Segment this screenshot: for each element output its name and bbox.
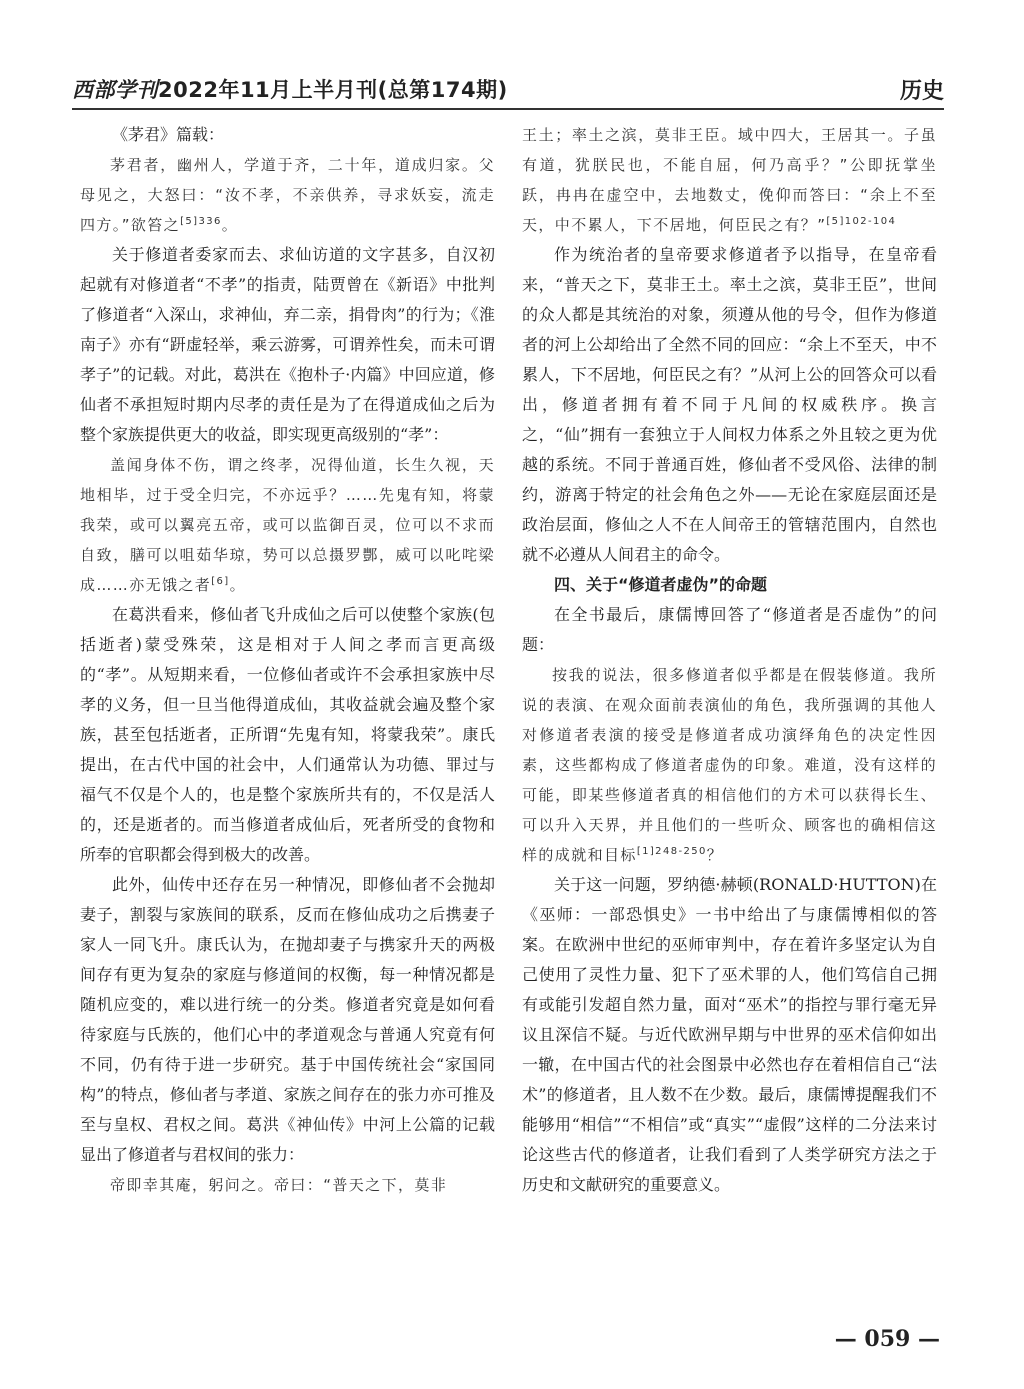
block-quote (522, 120, 937, 240)
paragraph-text: 四、关于“修道者虚伪”的命题 (554, 575, 768, 594)
paragraph (522, 870, 937, 1200)
right-column (522, 120, 937, 1200)
paragraph (522, 240, 937, 570)
paragraph-text: 按我的说法，很多修道者似乎都是在假装修道。我所说的表演、在观众面前表演仙的角色，我所强调的其他人对修道者表演的接受是修道者成功演绎角色的决定性因素，这些都构成了修道者虚伪的印象。难道，没有这样的可能，即某些修道者真的相信他们的方术可以获得长生、可以升入天界，并且他们的一些听众、顾客也的确相信这样的成就和目标 (522, 666, 937, 864)
citation-ref: [6] (211, 576, 230, 587)
section-heading (522, 570, 937, 600)
journal-logo: 西部学刊 (72, 77, 158, 102)
paragraph-text: 茅君者，幽州人，学道于齐，二十年，道成归家。父母见之，大怒曰：“汝不孝，不亲供养，寻求妖妄，流走四方。”欲笞之 (80, 156, 495, 234)
paragraph-text: 此外，仙传中还存在另一种情况，即修仙者不会抛却妻子，割裂与家族间的联系，反而在修仙成功之后携妻子家人一同飞升。康氏认为，在抛却妻子与携家升天的两极间存有更为复杂的家庭与修道间的权衡，每一种情况都是随机应变的，难以进行统一的分类。修道者究竟是如何看待家庭与氏族的，他们心中的孝道观念与普通人究竟有何不同，仍有待于进一步研究。基于中国传统社会“家国同构”的特点，修仙者与孝道、家族之间存在的张力亦可推及至与皇权、君权之间。葛洪《神仙传》中河上公篇的记载显出了修道者与君权间的张力： (80, 875, 495, 1164)
paragraph-tail: 。 (221, 216, 239, 234)
paragraph-text: 在全书最后，康儒博回答了“修道者是否虚伪”的问题： (522, 605, 937, 654)
paragraph (522, 600, 937, 660)
block-quote (80, 1170, 495, 1200)
paragraph-text: 关于修道者委家而去、求仙访道的文字甚多，自汉初起就有对修道者“不孝”的指责，陆贾曾在《新语》中批判了修道者“入深山，求神仙，弃二亲，捐骨肉”的行为；《淮南子》亦有“趼虚轻举，乘云游雾，可谓养性矣，而未可谓孝子”的记载。对此，葛洪在《抱朴子·内篇》中回应道，修仙者不承担短时期内尽孝的责任是为了在得道成仙之后为整个家族提供更大的收益，即实现更高级别的“孝”： (80, 245, 495, 444)
citation-ref: [5]102-104 (826, 216, 897, 227)
paragraph (80, 600, 495, 870)
page-number: — 059 — (834, 1326, 940, 1352)
citation-ref: [1]248-250 (636, 846, 707, 857)
paragraph-text: 盖闻身体不伤，谓之终孝，况得仙道，长生久视，天地相毕，过于受全归完，不亦远乎？……先鬼有知，将蒙我荣，或可以翼亮五帝，或可以监御百灵，位可以不求而自致，膳可以咀茹华琼，势可以总摄罗酆，威可以叱咤梁成……亦无饿之者 (80, 456, 495, 594)
left-column (80, 120, 495, 1200)
paragraph (80, 240, 495, 450)
journal-title (72, 74, 508, 104)
paragraph-text: 《茅君》篇载： (112, 125, 225, 144)
paragraph-text: 作为统治者的皇帝要求修道者予以指导，在皇帝看来，“普天之下，莫非王土。率土之滨，莫非王臣”，世间的众人都是其统治的对象，须遵从他的号令，但作为修道者的河上公却给出了全然不同的回应：“余上不至天，中不累人，下不居地，何臣民之有？”从河上公的回答众可以看出，修道者拥有着不同于凡间的权威秩序。换言之，“仙”拥有一套独立于人间权力体系之外且较之更为优越的系统。不同于普通百姓，修仙者不受风俗、法律的制约，游离于特定的社会角色之外——无论在家庭层面还是政治层面，修仙之人不在人间帝王的管辖范围内，自然也就不必遵从人间君主的命令。 (522, 245, 937, 564)
paragraph-text: 王土；率土之滨，莫非王臣。域中四大，王居其一。子虽有道，犹朕民也，不能自屈，何乃高乎？”公即抚掌坐跃，冉冉在虚空中，去地数丈，俛仰而答曰：“余上不至天，中不累人，下不居地，何臣民之有？” (522, 126, 937, 234)
citation-ref: [5]336 (180, 216, 222, 227)
paragraph-tail: ？ (706, 846, 724, 864)
block-quote (80, 450, 495, 600)
paragraph-text: 关于这一问题，罗纳德·赫顿(RONALD·HUTTON)在《巫师：一部恐惧史》一书中给出了与康儒博相似的答案。在欧洲中世纪的巫师审判中，存在着许多坚定认为自己使用了灵性力量、犯下了巫术罪的人，他们笃信自己拥有或能引发超自然力量，面对“巫术”的指控与罪行毫无异议且深信不疑。与近代欧洲早期与中世界的巫术信仰如出一辙，在中国古代的社会图景中必然也存在着相信自己“法术”的修道者，且人数不在少数。最后，康儒博提醒我们不能够用“相信”“不相信”或“真实”“虚假”这样的二分法来讨论这些古代的修道者，让我们看到了人类学研究方法之于历史和文献研究的重要意义。 (522, 875, 937, 1194)
page-header (72, 64, 944, 110)
block-quote (522, 660, 937, 870)
paragraph-text: 在葛洪看来，修仙者飞升成仙之后可以使整个家族(包括逝者)蒙受殊荣，这是相对于人间之孝而言更高级的“孝”。从短期来看，一位修仙者或许不会承担家族中尽孝的义务，但一旦当他得道成仙，其收益就会遍及整个家族，甚至包括逝者，正所谓“先鬼有知，将蒙我荣”。康氏提出，在古代中国的社会中，人们通常认为功德、罪过与福气不仅是个人的，也是整个家族所共有的，不仅是活人的，还是逝者的。而当修道者成仙后，死者所受的食物和所奉的官职都会得到极大的改善。 (80, 605, 495, 864)
paragraph (80, 870, 495, 1170)
section-label: 历史 (899, 79, 944, 104)
block-quote (80, 150, 495, 240)
paragraph-tail: 。 (229, 576, 246, 594)
paragraph-text: 帝即幸其庵，躬问之。帝曰：“普天之下，莫非 (110, 1176, 448, 1194)
paragraph (80, 120, 495, 150)
journal-issue: 2022年11月上半月刊(总第174期) (158, 78, 508, 102)
